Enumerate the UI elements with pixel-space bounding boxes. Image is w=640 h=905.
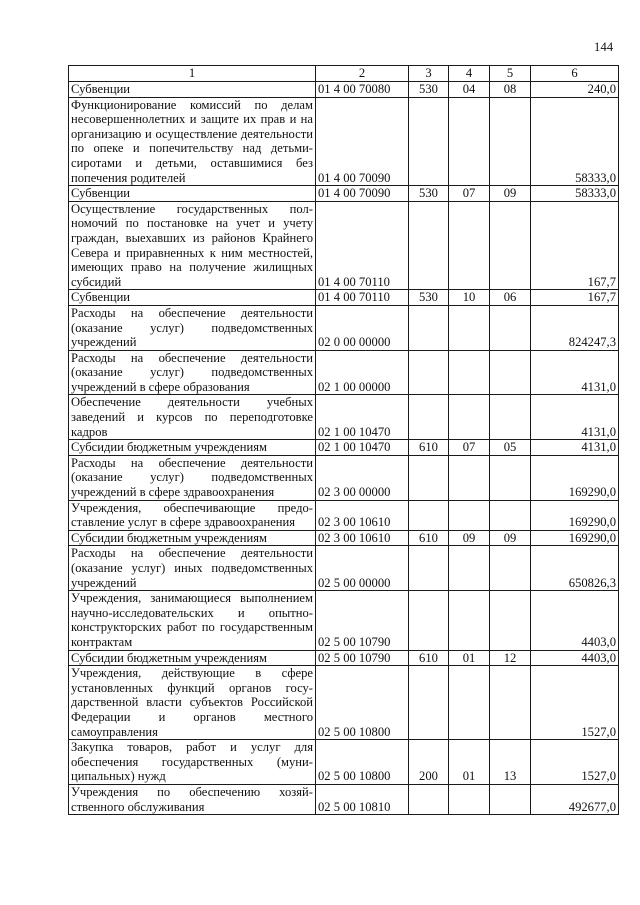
row-name: Учреждения, обеспечивающие предоставление услуг в сфере здравоохранения (69, 500, 316, 530)
table-row (69, 440, 619, 456)
row-col-4 (449, 201, 490, 290)
row-amount: 4131,0 (531, 440, 619, 456)
row-col-4 (449, 350, 490, 395)
row-col-4 (449, 591, 490, 650)
row-col-4 (449, 455, 490, 500)
row-col-5 (490, 500, 531, 530)
table-row (69, 350, 619, 395)
row-col-5: 05 (490, 440, 531, 456)
row-code: 02 1 00 10470 (316, 395, 409, 440)
header-col-4: 4 (449, 66, 490, 82)
row-code: 01 4 00 70090 (316, 186, 409, 202)
row-col-5 (490, 455, 531, 500)
row-name: Учреждения по обеспечению хозяйственного обслуживания (69, 784, 316, 814)
header-col-5: 5 (490, 66, 531, 82)
row-code: 02 5 00 10800 (316, 666, 409, 740)
row-amount: 492677,0 (531, 784, 619, 814)
row-amount: 240,0 (531, 82, 619, 98)
row-col-3 (409, 455, 449, 500)
row-amount: 167,7 (531, 290, 619, 306)
row-name: Субсидии бюджетным учреждениям (69, 530, 316, 546)
row-name: Расходы на обеспечение деятельности (оказание услуг) подведомственных учреждений в сфере образования (69, 350, 316, 395)
table-row (69, 305, 619, 350)
row-col-3: 610 (409, 440, 449, 456)
header-row (69, 66, 619, 82)
row-col-3 (409, 546, 449, 591)
row-col-4 (449, 546, 490, 591)
row-col-5: 09 (490, 530, 531, 546)
row-code: 02 0 00 00000 (316, 305, 409, 350)
row-col-4: 09 (449, 530, 490, 546)
row-col-5 (490, 546, 531, 591)
table-row (69, 546, 619, 591)
row-col-4 (449, 784, 490, 814)
table-row (69, 186, 619, 202)
row-amount: 58333,0 (531, 97, 619, 186)
row-amount: 169290,0 (531, 530, 619, 546)
row-col-4: 04 (449, 82, 490, 98)
row-col-4 (449, 500, 490, 530)
row-name: Учреждения, занимающиеся выполнением научно-исследовательских и опытно-конструкторских работ по государственным контрактам (69, 591, 316, 650)
row-code: 01 4 00 70110 (316, 290, 409, 306)
row-col-4: 07 (449, 186, 490, 202)
row-col-5 (490, 591, 531, 650)
table-row (69, 455, 619, 500)
row-col-3: 530 (409, 82, 449, 98)
table-row (69, 82, 619, 98)
row-col-5 (490, 350, 531, 395)
row-name: Субвенции (69, 186, 316, 202)
row-col-5 (490, 395, 531, 440)
table-row (69, 650, 619, 666)
row-col-5: 08 (490, 82, 531, 98)
row-col-5 (490, 784, 531, 814)
row-col-3 (409, 395, 449, 440)
header-col-3: 3 (409, 66, 449, 82)
row-col-5: 06 (490, 290, 531, 306)
row-amount: 58333,0 (531, 186, 619, 202)
row-amount: 169290,0 (531, 455, 619, 500)
row-col-3: 530 (409, 186, 449, 202)
table-row (69, 290, 619, 306)
table-row (69, 784, 619, 814)
row-code: 02 5 00 00000 (316, 546, 409, 591)
row-col-4: 01 (449, 650, 490, 666)
row-col-3 (409, 666, 449, 740)
row-col-5 (490, 666, 531, 740)
row-col-3 (409, 201, 449, 290)
table-row (69, 591, 619, 650)
page-number: 144 (594, 40, 614, 54)
row-name: Субсидии бюджетным учреждениям (69, 440, 316, 456)
row-code: 01 4 00 70080 (316, 82, 409, 98)
row-col-4 (449, 97, 490, 186)
row-name: Осуществление государственных полномочий по постановке на учет и учету граждан, выехавших из районов Крайнего Севера и приравненных к ним местностей, имеющих право на получение жилищных субсидий (69, 201, 316, 290)
row-col-3 (409, 305, 449, 350)
row-col-3 (409, 500, 449, 530)
row-code: 02 3 00 10610 (316, 500, 409, 530)
row-name: Учреждения, действующие в сфере установленных функций органов государственной власти субъектов Российской Федерации и органов местного самоуправления (69, 666, 316, 740)
row-name: Расходы на обеспечение деятельности (оказание услуг) иных подведомственных учреждений (69, 546, 316, 591)
row-amount: 824247,3 (531, 305, 619, 350)
row-col-4: 01 (449, 740, 490, 785)
row-amount: 1527,0 (531, 666, 619, 740)
table-row (69, 201, 619, 290)
row-amount: 4403,0 (531, 650, 619, 666)
row-name: Расходы на обеспечение деятельности (оказание услуг) подведомственных учреждений в сфере здравоохранения (69, 455, 316, 500)
row-col-5 (490, 305, 531, 350)
row-code: 02 5 00 10810 (316, 784, 409, 814)
row-col-3 (409, 97, 449, 186)
row-col-5: 09 (490, 186, 531, 202)
row-code: 02 1 00 10470 (316, 440, 409, 456)
row-col-3 (409, 350, 449, 395)
row-code: 02 1 00 00000 (316, 350, 409, 395)
row-col-4 (449, 666, 490, 740)
row-amount: 1527,0 (531, 740, 619, 785)
row-col-3: 200 (409, 740, 449, 785)
row-name: Функционирование комиссий по делам несовершеннолетних и защите их прав и на организацию и осуществление деятельности по опеке и попечительству над детьми-сиротами и детьми, оставшимися без попечения родителей (69, 97, 316, 186)
row-name: Обеспечение деятельности учебных заведений и курсов по переподготовке кадров (69, 395, 316, 440)
row-name: Закупка товаров, работ и услуг для обеспечения государственных (муниципальных) нужд (69, 740, 316, 785)
row-amount: 4131,0 (531, 350, 619, 395)
row-col-5 (490, 201, 531, 290)
row-amount: 650826,3 (531, 546, 619, 591)
table-row (69, 740, 619, 785)
row-code: 02 5 00 10800 (316, 740, 409, 785)
budget-table (68, 65, 619, 815)
row-code: 02 5 00 10790 (316, 650, 409, 666)
header-col-2: 2 (316, 66, 409, 82)
row-amount: 167,7 (531, 201, 619, 290)
table-row (69, 97, 619, 186)
row-code: 02 3 00 00000 (316, 455, 409, 500)
row-code: 02 5 00 10790 (316, 591, 409, 650)
row-name: Субвенции (69, 82, 316, 98)
row-code: 02 3 00 10610 (316, 530, 409, 546)
row-name: Расходы на обеспечение деятельности (оказание услуг) подведомственных учреждений (69, 305, 316, 350)
row-col-3: 610 (409, 530, 449, 546)
row-col-5: 12 (490, 650, 531, 666)
header-col-6: 6 (531, 66, 619, 82)
row-col-5 (490, 97, 531, 186)
row-amount: 4403,0 (531, 591, 619, 650)
row-code: 01 4 00 70090 (316, 97, 409, 186)
row-col-3: 530 (409, 290, 449, 306)
row-col-4: 10 (449, 290, 490, 306)
row-code: 01 4 00 70110 (316, 201, 409, 290)
row-col-4 (449, 395, 490, 440)
table-row (69, 500, 619, 530)
row-col-4 (449, 305, 490, 350)
row-col-3 (409, 591, 449, 650)
row-col-3 (409, 784, 449, 814)
row-amount: 4131,0 (531, 395, 619, 440)
row-col-4: 07 (449, 440, 490, 456)
header-col-1: 1 (69, 66, 316, 82)
table-row (69, 666, 619, 740)
table-row (69, 530, 619, 546)
table-row (69, 395, 619, 440)
row-name: Субсидии бюджетным учреждениям (69, 650, 316, 666)
row-name: Субвенции (69, 290, 316, 306)
row-col-5: 13 (490, 740, 531, 785)
row-col-3: 610 (409, 650, 449, 666)
row-amount: 169290,0 (531, 500, 619, 530)
